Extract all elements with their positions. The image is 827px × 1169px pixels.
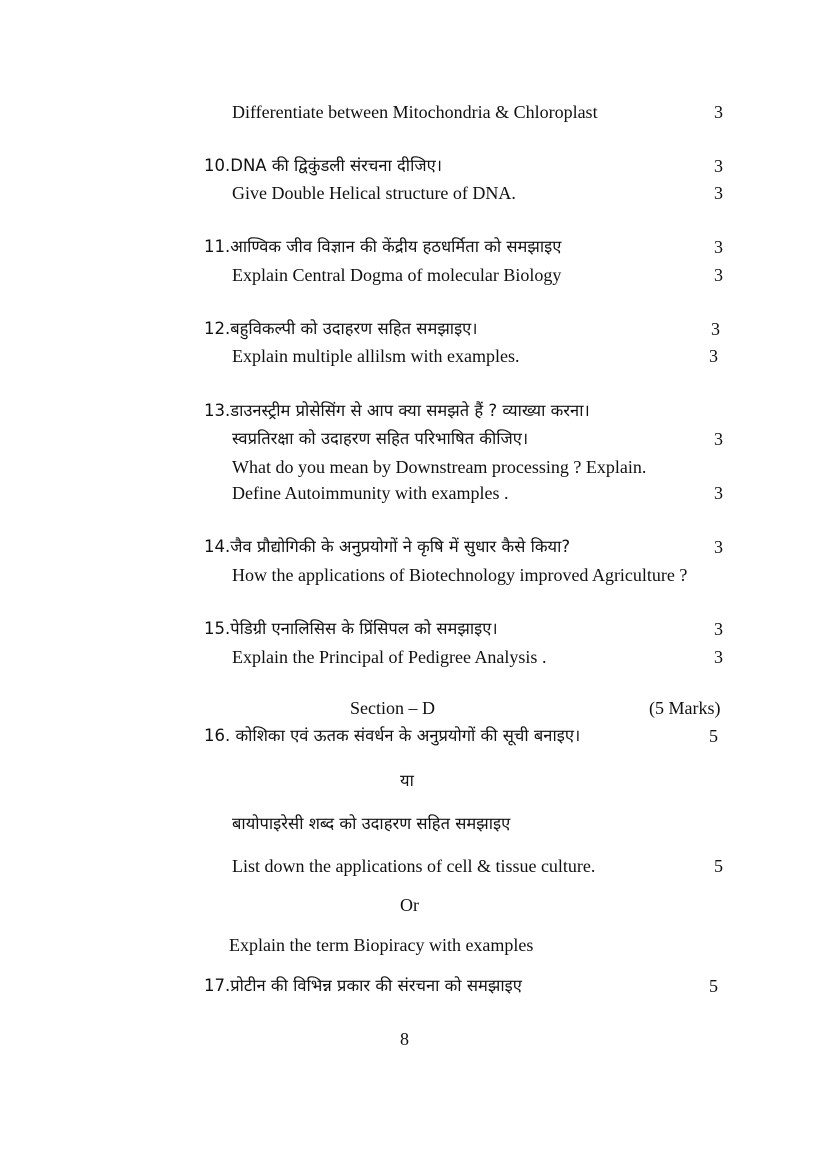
marks: 5 — [709, 726, 718, 746]
page-number: 8 — [400, 1029, 409, 1049]
question-line: 12.बहुविकल्पी को उदाहरण सहित समझाइए। — [204, 319, 478, 338]
marks: 5 — [714, 856, 723, 876]
marks: 3 — [709, 346, 718, 366]
marks: 3 — [714, 156, 723, 176]
question-line: 16. कोशिका एवं ऊतक संवर्धन के अनुप्रयोगों की सूची बनाइए। — [204, 726, 581, 745]
question-line: 10.DNA की द्विकुंडली संरचना दीजिए। — [204, 156, 442, 175]
question-line: How the applications of Biotechnology improved Agriculture ? — [232, 565, 688, 585]
question-line: Differentiate between Mitochondria & Chloroplast — [232, 102, 598, 122]
marks: 3 — [711, 319, 720, 339]
question-line: Give Double Helical structure of DNA. — [232, 183, 516, 203]
question-line: 11.आण्विक जीव विज्ञान की केंद्रीय हठधर्मिता को समझाइए — [204, 237, 562, 256]
section-marks: (5 Marks) — [649, 698, 721, 718]
marks: 3 — [714, 102, 723, 122]
question-line: 17.प्रोटीन की विभिन्न प्रकार की संरचना को समझाइए — [204, 976, 522, 995]
question-line: What do you mean by Downstream processing ? Explain. — [232, 457, 647, 477]
question-line: List down the applications of cell & tissue culture. — [232, 856, 596, 876]
section-title: Section – D — [350, 698, 435, 718]
marks: 3 — [714, 183, 723, 203]
or-english: Or — [400, 895, 419, 915]
or-hindi: या — [400, 771, 414, 790]
marks: 3 — [714, 237, 723, 257]
marks: 3 — [714, 429, 723, 449]
question-line: 15.पेडिग्री एनालिसिस के प्रिंसिपल को समझाइए। — [204, 619, 498, 638]
question-line: बायोपाइरेसी शब्द को उदाहरण सहित समझाइए — [232, 814, 511, 833]
question-line: Explain multiple allilsm with examples. — [232, 346, 520, 366]
marks: 3 — [714, 265, 723, 285]
question-line: Define Autoimmunity with examples . — [232, 483, 509, 503]
marks: 5 — [709, 976, 718, 996]
question-line: Explain the Principal of Pedigree Analysis . — [232, 647, 547, 667]
question-line: Explain Central Dogma of molecular Biology — [232, 265, 562, 285]
marks: 3 — [714, 483, 723, 503]
question-line: स्वप्रतिरक्षा को उदाहरण सहित परिभाषित कीजिए। — [232, 429, 529, 448]
question-line: 14.जैव प्रौद्योगिकी के अनुप्रयोगों ने कृषि में सुधार कैसे किया? — [204, 537, 571, 556]
marks: 3 — [714, 537, 723, 557]
marks: 3 — [714, 647, 723, 667]
question-line: Explain the term Biopiracy with examples — [229, 935, 534, 955]
marks: 3 — [714, 619, 723, 639]
question-line: 13.डाउनस्ट्रीम प्रोसेसिंग से आप क्या समझते हैं ? व्याख्या करना। — [204, 401, 590, 420]
